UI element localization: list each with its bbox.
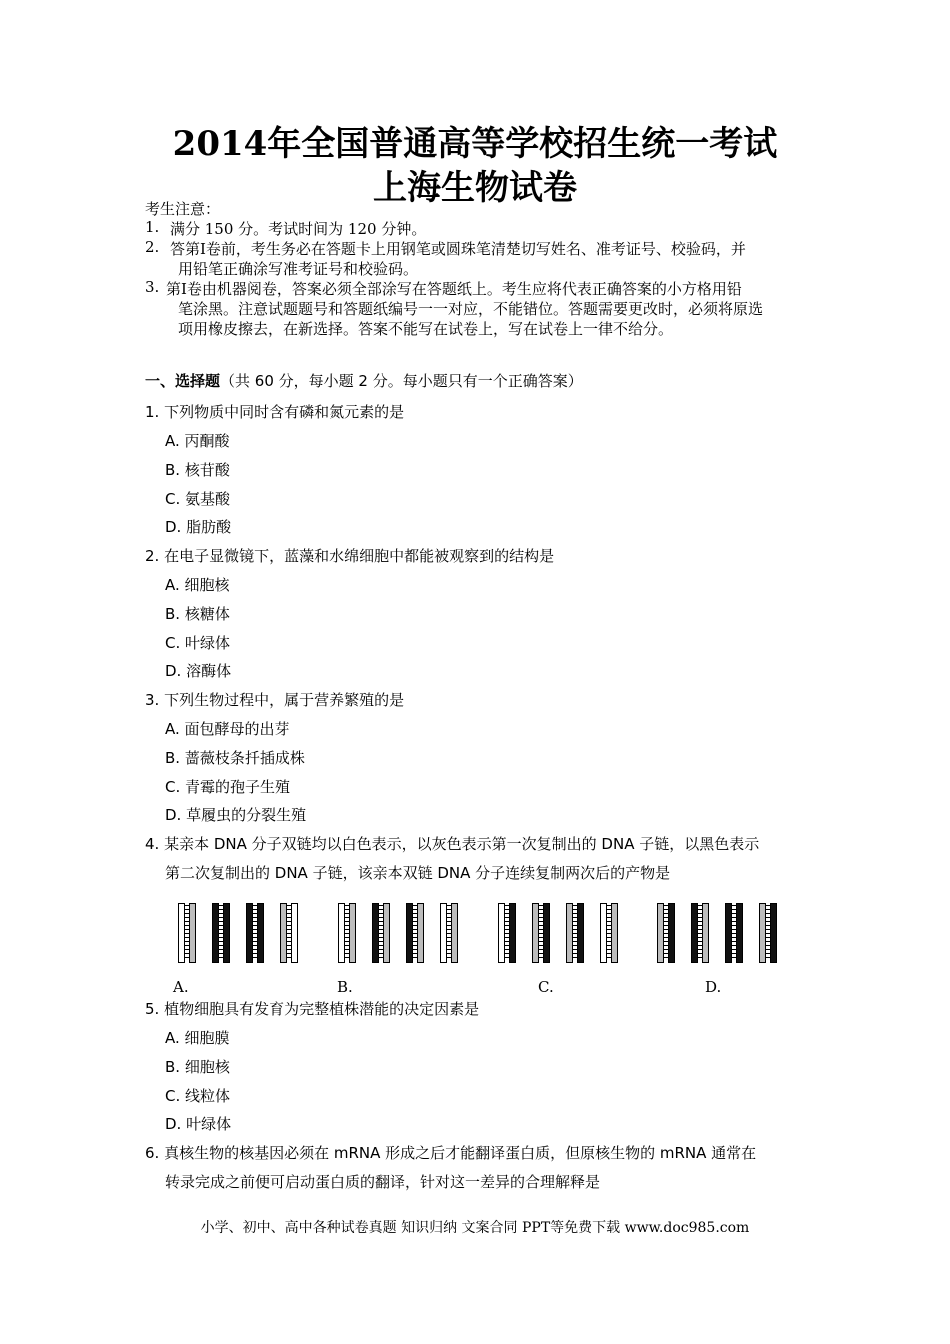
question-2-option-c: C. 叶绿体: [165, 634, 231, 652]
footer-text: 小学、初中、高中各种试卷真题 知识归纳 文案合同 PPT等免费下载 www.doc985.com: [200, 1220, 750, 1236]
section-heading: [145, 370, 583, 391]
dna-strand-white: [338, 903, 345, 963]
dna-strand-gray: [189, 903, 196, 963]
dna-strand-gray: [566, 903, 573, 963]
dna-strand-gray: [657, 903, 664, 963]
dna-strand-gray: [532, 903, 539, 963]
dna-label-b: B.: [337, 978, 353, 996]
question-5-stem: 5. 植物细胞具有发育为完整植株潜能的决定因素是: [145, 1000, 480, 1018]
question-3-option-c: C. 青霉的孢子生殖: [165, 778, 291, 796]
page-subtitle: 上海生物试卷: [373, 168, 577, 208]
dna-strand-black: [725, 903, 732, 963]
question-1-option-a: A. 丙酮酸: [165, 432, 230, 450]
question-2-stem: 2. 在电子显微镜下，蓝藻和水绵细胞中都能被观察到的结构是: [145, 547, 555, 565]
dna-strand-gray: [417, 903, 424, 963]
question-3-option-a: A. 面包酵母的出芽: [165, 720, 290, 738]
dna-strand-white: [600, 903, 607, 963]
page-title: 2014年全国普通高等学校招生统一考试: [172, 124, 778, 164]
dna-strand-black: [246, 903, 253, 963]
question-4-stem-line-1: 4. 某亲本 DNA 分子双链均以白色表示，以灰色表示第一次复制出的 DNA 子链，以黑色表示: [145, 835, 760, 853]
notice-num-2: 2.: [145, 238, 160, 256]
question-1-option-c: C. 氨基酸: [165, 490, 231, 508]
dna-strand-black: [668, 903, 675, 963]
dna-strand-white: [498, 903, 505, 963]
notice-item-2-line-1: 答第Ⅰ卷前，考生务必在答题卡上用钢笔或圆珠笔清楚切写姓名、准考证号、校验码，并: [170, 240, 746, 258]
question-6-stem-line-2: 转录完成之前便可启动蛋白质的翻译，针对这一差异的合理解释是: [165, 1173, 601, 1191]
dna-option-a: [178, 903, 308, 965]
notice-num-3: 3.: [145, 278, 160, 296]
question-6-stem-line-1: 6. 真核生物的核基因必须在 mRNA 形成之后才能翻译蛋白质，但原核生物的 mRNA 通常在: [145, 1144, 757, 1162]
dna-strand-gray: [759, 903, 766, 963]
dna-strand-black: [577, 903, 584, 963]
question-5-option-d: D. 叶绿体: [165, 1115, 232, 1133]
question-1-option-b: B. 核苷酸: [165, 461, 230, 479]
dna-strand-white: [440, 903, 447, 963]
question-2-option-a: A. 细胞核: [165, 576, 230, 594]
question-3-stem: 3. 下列生物过程中，属于营养繁殖的是: [145, 691, 405, 709]
dna-label-c: C.: [538, 978, 554, 996]
dna-strand-black: [770, 903, 777, 963]
dna-strand-black: [509, 903, 516, 963]
notice-num-1: 1.: [145, 218, 160, 236]
dna-strand-white: [178, 903, 185, 963]
question-2-option-b: B. 核糖体: [165, 605, 230, 623]
dna-strand-black: [543, 903, 550, 963]
notice-item-1-line-1: 满分 150 分。考试时间为 120 分钟。: [170, 220, 427, 238]
notice-item-3-line-1: 第Ⅰ卷由机器阅卷，答案必须全部涂写在答题纸上。考生应将代表正确答案的小方格用铅: [166, 280, 742, 298]
section-note: （共 60 分，每小题 2 分。每小题只有一个正确答案）: [220, 372, 583, 390]
dna-option-d: [657, 903, 787, 965]
dna-strand-black: [257, 903, 264, 963]
notice-item-3-line-3: 项用橡皮擦去，在新选择。答案不能写在试卷上，写在试卷上一律不给分。: [178, 320, 674, 338]
dna-strand-gray: [349, 903, 356, 963]
notice-item-3-line-2: 笔涂黑。注意试题题号和答题纸编号一一对应，不能错位。答题需要更改时，必须将原选: [178, 300, 764, 318]
notice-heading: 考生注意：: [145, 200, 221, 218]
dna-strand-black: [212, 903, 219, 963]
question-5-option-b: B. 细胞核: [165, 1058, 230, 1076]
dna-strand-black: [736, 903, 743, 963]
dna-strand-gray: [702, 903, 709, 963]
dna-label-a: A.: [173, 978, 189, 996]
question-5-option-a: A. 细胞膜: [165, 1029, 230, 1047]
section-label: 一、选择题: [145, 372, 221, 390]
dna-strand-black: [223, 903, 230, 963]
dna-option-b: [338, 903, 468, 965]
question-3-option-d: D. 草履虫的分裂生殖: [165, 806, 307, 824]
dna-strand-black: [406, 903, 413, 963]
question-4-stem-line-2: 第二次复制出的 DNA 子链，该亲本双链 DNA 分子连续复制两次后的产物是: [165, 864, 671, 882]
notice-item-2-line-2: 用铅笔正确涂写准考证号和校验码。: [178, 260, 419, 278]
dna-strand-gray: [611, 903, 618, 963]
dna-strand-black: [372, 903, 379, 963]
question-1-stem: 1. 下列物质中同时含有磷和氮元素的是: [145, 403, 405, 421]
dna-strand-white: [291, 903, 298, 963]
dna-option-c: [498, 903, 628, 965]
dna-strand-gray: [383, 903, 390, 963]
question-3-option-b: B. 蔷薇枝条扦插成株: [165, 749, 305, 767]
question-5-option-c: C. 线粒体: [165, 1087, 231, 1105]
question-2-option-d: D. 溶酶体: [165, 662, 232, 680]
dna-strand-black: [691, 903, 698, 963]
dna-strand-gray: [451, 903, 458, 963]
dna-strand-gray: [280, 903, 287, 963]
dna-label-d: D.: [705, 978, 722, 996]
question-1-option-d: D. 脂肪酸: [165, 518, 232, 536]
